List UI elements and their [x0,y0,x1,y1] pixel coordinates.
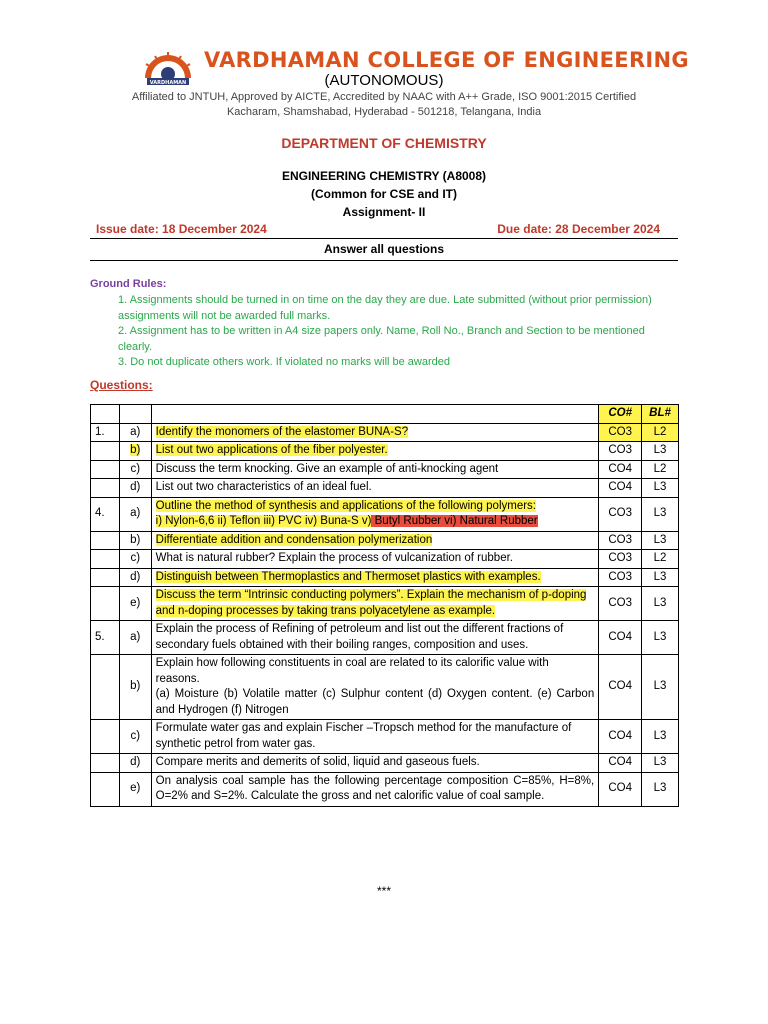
table-row [91,479,679,498]
table-row [91,655,679,720]
co-value: CO4 [599,479,642,498]
bl-value: L2 [642,550,679,569]
question-number [91,550,120,569]
bl-value: L3 [642,568,679,587]
bl-header: BL# [642,405,679,424]
table-row [91,531,679,550]
bl-value: L3 [642,655,679,720]
co-value: CO3 [599,442,642,461]
assignment-title: Assignment- II [342,205,426,219]
question-text: Explain how following constituents in coal are related to its calorific value with reasons. [155,657,549,685]
co-value: CO3 [599,423,642,442]
sub-label: e) [119,772,151,806]
bl-value: L2 [642,423,679,442]
question-text: On analysis coal sample has the following percentage composition C=85%, H=8%, O=2% and S=2%. Calculate the gross and net calorific value of coal sample. [151,772,599,806]
question-number [91,754,120,773]
course-title: ENGINEERING CHEMISTRY (A8008) [281,169,487,183]
affiliation-line: Affiliated to JNTUH, Approved by AICTE, Accredited by NAAC with A++ Grade, ISO 9001:2015 Certified [131,91,637,103]
question-number [91,460,120,479]
bl-value: L3 [642,720,679,754]
question-text: Compare merits and demerits of solid, liquid and gaseous fuels. [151,754,599,773]
question-text: Distinguish between Thermoplastics and Thermoset plastics with examples. [155,570,541,583]
table-row [91,460,679,479]
co-value: CO3 [599,497,642,531]
table-row [91,442,679,461]
question-number [91,568,120,587]
address-line: Kacharam, Shamshabad, Hyderabad - 501218, Telangana, India [226,106,542,118]
sub-label: c) [119,460,151,479]
table-row [91,772,679,806]
due-date: Due date: 28 December 2024 [497,222,660,236]
question-number [91,442,120,461]
sub-label: a) [119,621,151,655]
bl-value: L3 [642,497,679,531]
co-value: CO4 [599,772,642,806]
co-value: CO4 [599,754,642,773]
question-text: Discuss the term knocking. Give an example of anti-knocking agent [151,460,599,479]
table-row [91,497,679,531]
svg-text:VARDHAMAN: VARDHAMAN [149,80,187,86]
bl-value: L2 [642,460,679,479]
co-value: CO4 [599,621,642,655]
common-for: (Common for CSE and IT) [311,187,457,201]
bl-value: L3 [642,442,679,461]
question-text: Explain the process of Refining of petroleum and list out the different fractions of secondary fuels obtained with their boiling ranges, composition and uses. [151,621,599,655]
question-number: 5. [91,621,120,655]
ground-rule-item: 1. Assignments should be turned in on time on the day they are due. Late submitted (without prior permission) assignments will not be awarded full marks. [118,294,652,322]
table-row [91,568,679,587]
questions-table [90,404,679,807]
issue-date: Issue date: 18 December 2024 [96,222,267,236]
sub-label: b) [119,655,151,720]
table-row [91,754,679,773]
ground-rules-title: Ground Rules: [90,278,167,290]
instruction: Answer all questions [323,242,445,256]
question-number [91,531,120,550]
sub-label: c) [119,550,151,569]
question-text: List out two characteristics of an ideal fuel. [151,479,599,498]
sub-label: d) [119,568,151,587]
sub-label: a) [119,423,151,442]
bl-value: L3 [642,754,679,773]
co-value: CO4 [599,720,642,754]
question-text: Discuss the term “Intrinsic conducting polymers”. Explain the mechanism of p-doping and n-doping processes by taking trans polyacetylene as example. [155,589,587,617]
table-row [91,587,679,621]
question-text: (a) Moisture (b) Volatile matter (c) Sulphur content (d) Oxygen content. (e) Carbon and Hydrogen (f) Nitrogen [155,688,595,716]
divider [90,260,678,261]
co-value: CO3 [599,587,642,621]
bl-value: L3 [642,587,679,621]
table-row [91,550,679,569]
ground-rule-item: 3. Do not duplicate others work. If violated no marks will be awarded [118,356,450,368]
bl-value: L3 [642,531,679,550]
question-text: Identify the monomers of the elastomer BUNA-S? [155,425,409,438]
co-value: CO4 [599,460,642,479]
sub-label: d) [119,479,151,498]
question-text-red: Butyl Rubber vi) Natural Rubber [371,515,538,527]
question-text: Formulate water gas and explain Fischer –Tropsch method for the manufacture of synthetic petrol from water gas. [151,720,599,754]
divider [90,238,678,239]
question-number [91,720,120,754]
autonomous-label: (AUTONOMOUS) [324,72,444,89]
co-value: CO3 [599,550,642,569]
sub-label: a) [119,497,151,531]
end-mark: *** [376,884,391,898]
college-name: VARDHAMAN COLLEGE OF ENGINEERING [204,48,689,72]
question-number [91,479,120,498]
department-title: DEPARTMENT OF CHEMISTRY [281,135,487,151]
sub-label: d) [119,754,151,773]
table-row [91,423,679,442]
question-number: 4. [91,497,120,531]
question-number: 1. [91,423,120,442]
co-header: CO# [599,405,642,424]
bl-value: L3 [642,479,679,498]
sub-label: e) [119,587,151,621]
co-value: CO4 [599,655,642,720]
ground-rules-list [118,293,678,371]
table-row [91,720,679,754]
table-row [91,621,679,655]
question-text: Outline the method of synthesis and applications of the following polymers: [155,499,536,512]
questions-title: Questions: [90,378,153,392]
ground-rule-item: 2. Assignment has to be written in A4 size papers only. Name, Roll No., Branch and Section to be mentioned clearly. [118,325,645,353]
table-header-row [91,405,679,424]
question-text: Differentiate addition and condensation polymerization [155,533,433,546]
question-number [91,772,120,806]
question-text: i) Nylon-6,6 ii) Teflon iii) PVC iv) Buna-S v) [155,515,372,527]
question-number [91,587,120,621]
sub-label: c) [119,720,151,754]
bl-value: L3 [642,621,679,655]
sub-label: b) [130,444,141,456]
question-number [91,655,120,720]
bl-value: L3 [642,772,679,806]
sub-label: b) [119,531,151,550]
question-text: What is natural rubber? Explain the process of vulcanization of rubber. [151,550,599,569]
question-text: List out two applications of the fiber polyester. [155,444,388,456]
co-value: CO3 [599,568,642,587]
co-value: CO3 [599,531,642,550]
